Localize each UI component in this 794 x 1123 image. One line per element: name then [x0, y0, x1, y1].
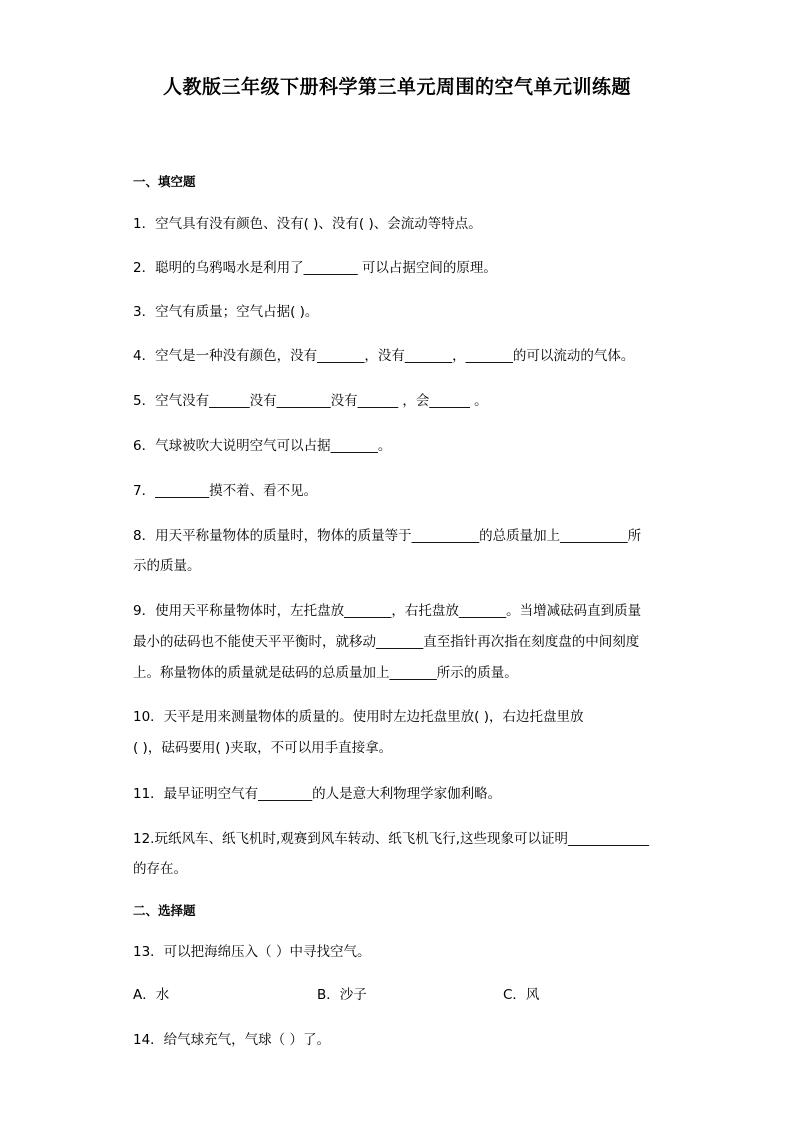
question-12-line-2: 的存在。 — [133, 861, 187, 877]
question-5: 5．空气没有______没有________没有______ ，会______ 。 — [133, 393, 488, 409]
question-9-line-2: 最小的砝码也不能使天平平衡时，就移动_______直至指针再次指在刻度盘的中间刻度 — [133, 634, 640, 650]
question-7: 7．________摸不着、看不见。 — [133, 483, 318, 499]
question-1: 1．空气具有没有颜色、没有( )、没有( )、会流动等特点。 — [133, 216, 482, 232]
question-10-line-2: ( )，砝码要用( )夹取，不可以用手直接拿。 — [133, 740, 393, 756]
question-14-stem: 14．给气球充气，气球（ ）了。 — [133, 1032, 330, 1048]
question-11: 11．最早证明空气有________的人是意大利物理学家伽利略。 — [133, 786, 502, 802]
question-10-line-1: 10．天平是用来测量物体的质量的。使用时左边托盘里放( )，右边托盘里放 — [133, 709, 584, 725]
question-9-line-3: 上。称量物体的质量就是砝码的总质量加上_______所示的质量。 — [133, 665, 518, 681]
question-6: 6．气球被吹大说明空气可以占据_______。 — [133, 438, 392, 454]
question-13-stem: 13．可以把海绵压入（ ）中寻找空气。 — [133, 944, 371, 960]
question-13-option-b: B．沙子 — [317, 987, 367, 1003]
question-9-line-1: 9．使用天平称量物体时，左托盘放_______，右托盘放_______。当增减砝码直到质量 — [133, 603, 642, 619]
section-heading-fill-blank: 一、填空题 — [133, 174, 196, 189]
question-3: 3．空气有质量；空气占据( )。 — [133, 304, 319, 320]
question-13-option-a: A．水 — [133, 987, 170, 1003]
question-13-option-c: C．风 — [503, 987, 540, 1003]
question-2: 2．聪明的乌鸦喝水是利用了________ 可以占据空间的原理。 — [133, 260, 497, 276]
section-heading-choice: 二、选择题 — [133, 903, 196, 918]
question-8-line-1: 8．用天平称量物体的质量时，物体的质量等于__________的总质量加上__________所 — [133, 528, 642, 544]
question-8-line-2: 示的质量。 — [133, 558, 201, 574]
page-title: 人教版三年级下册科学第三单元周围的空气单元训练题 — [162, 76, 631, 98]
question-4: 4．空气是一种没有颜色，没有_______，没有_______，_______的可以流动的气体。 — [133, 348, 635, 364]
question-12-line-1: 12.玩纸风车、纸飞机时,观赛到风车转动、纸飞机飞行,这些现象可以证明____________ — [133, 831, 650, 847]
